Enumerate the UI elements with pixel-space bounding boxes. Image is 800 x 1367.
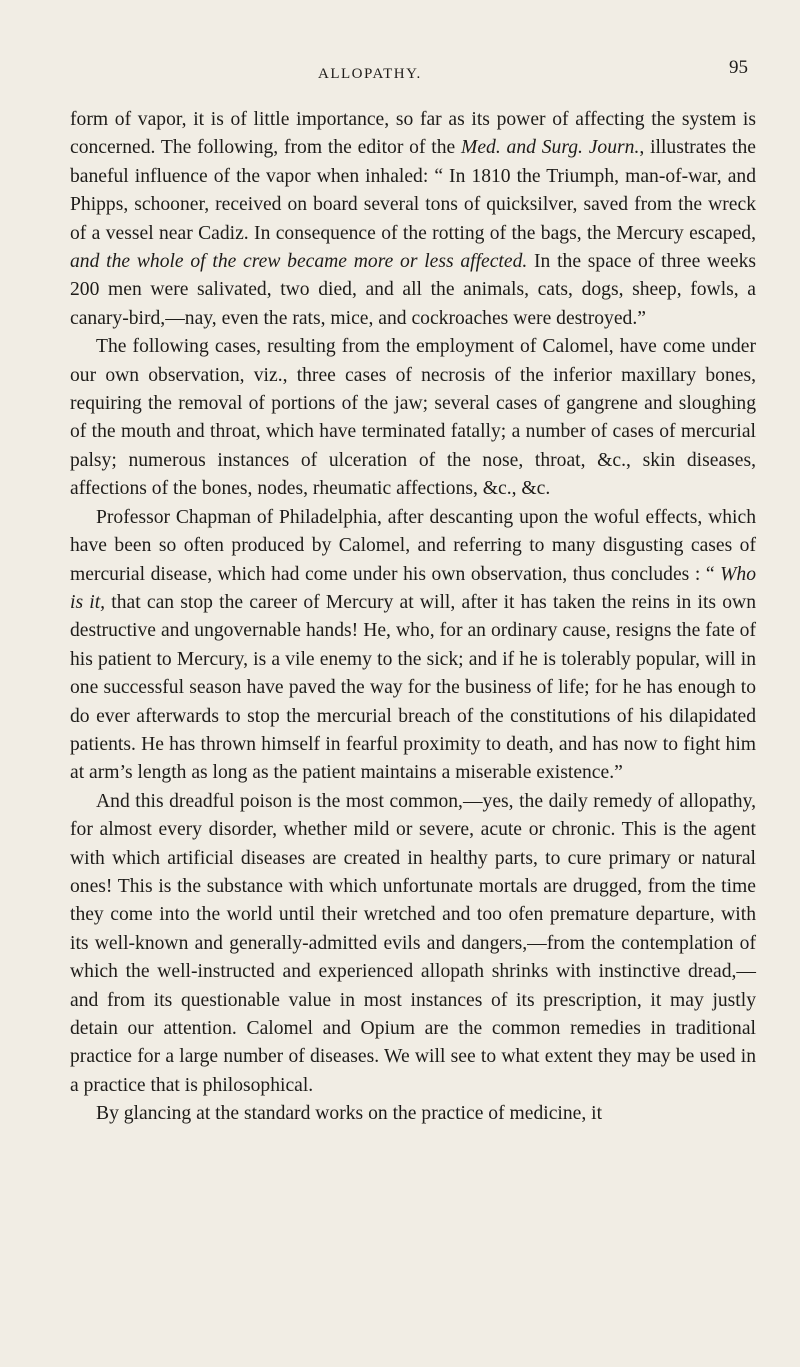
paragraph-2 xyxy=(70,333,756,503)
text-run: , illustrates the baneful influence of the vapor when inhaled: “ In 1810 the Triumph, man-of-war, and Phipps, schooner, received on board several tons of quicksilver, saved from the wreck of a vessel near Cadiz. In consequence of the rotting of the bags, the Mercury escaped, xyxy=(70,137,756,244)
page-number: 95 xyxy=(729,57,748,78)
running-head xyxy=(0,57,800,86)
body-text xyxy=(70,106,756,1129)
running-head-title: ALLOPATHY. xyxy=(318,66,422,82)
text-run: The following cases, resulting from the employment of Calomel, have come under our own observation, viz., three cases of necrosis of the inferior maxillary bones, requiring the removal of portions of the jaw; several cases of gangrene and sloughing of the mouth and throat, which have terminated fatally; a number of cases of mercurial palsy; numerous instances of ulceration of the nose, throat, &c., skin diseases, affections of the bones, nodes, rheumatic affections, &c., &c. xyxy=(70,336,756,500)
paragraph-1 xyxy=(70,106,756,333)
paragraph-3 xyxy=(70,504,756,788)
text-run: And this dreadful poison is the most common,—yes, the daily remedy of allopathy, for almost every disorder, whether mild or severe, acute or chronic. This is the agent with which artificial diseases are created in healthy parts, to cure primary or natural ones! This is the substance with which unfortunate mortals are drugged, from the time they come into the world until their wretched and too ofen premature departure, with its well-known and generally-admitted evils and dangers,—from the contemplation of which the well-instructed and experienced allopath shrinks with instinctive dread,—and from its questionable value in most instances of its prescription, it may justly detain our attention. Calomel and Opium are the common remedies in traditional practice for a large number of diseases. We will see to what extent they may be used in a practice that is philosophical. xyxy=(70,790,756,1096)
italic-text: Med. and Surg. Journ. xyxy=(461,137,640,159)
text-run: In the space of three weeks 200 men were salivated, two died, and all the animals, cats, dogs, sheep, fowls, a canary-bird,—nay, even the rats, mice, and cockroaches were destroyed.” xyxy=(70,251,756,329)
text-run: that can stop the career of Mercury at will, after it has taken the reins in its own destructive and ungovernable hands! He, who, for an ordinary cause, resigns the fate of his patient to Mercury, is a vile enemy to the sick; and if he is tolerably popular, will in one successful season have paved the way for the business of life; for he has enough to do ever afterwards to stop the mercurial breach of the constitutions of his dilapidated patients. He has thrown himself in fearful proximity to death, and has now to fight him at arm’s length as long as the patient maintains a miserable existence.” xyxy=(70,591,756,784)
italic-text: and the whole of the crew became more or less affected. xyxy=(70,251,528,273)
text-run: Professor Chapman of Philadelphia, after descanting upon the woful effects, which have been so often produced by Calomel, and referring to many disgusting cases of mercurial disease, which had come under his own observation, thus concludes : “ xyxy=(70,506,756,585)
text-run: form of vapor, it is of little importance, so far as its power of affecting the system is concerned. The following, from the editor of the xyxy=(70,109,756,159)
text-run: By glancing at the standard works on the practice of medicine, it xyxy=(96,1103,603,1125)
italic-text: Who is it, xyxy=(70,563,756,613)
paragraph-5 xyxy=(70,1100,756,1128)
paragraph-4 xyxy=(70,788,756,1100)
